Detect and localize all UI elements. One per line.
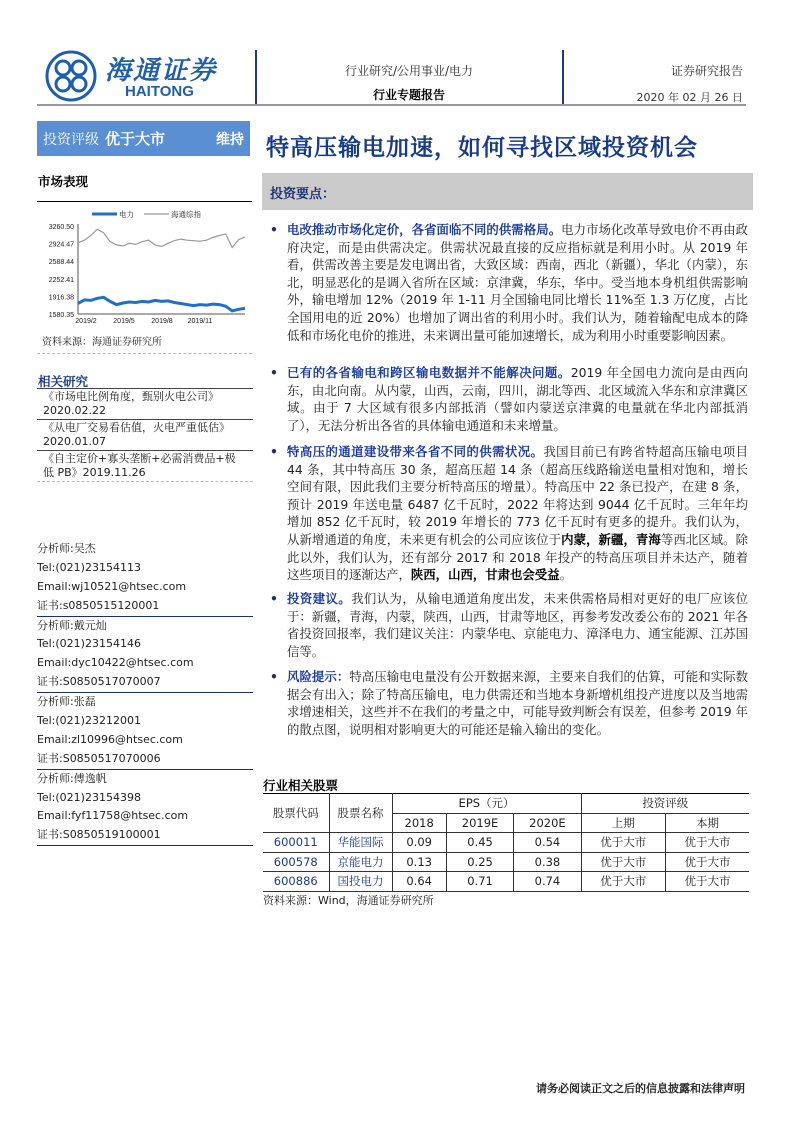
bullet-point: • 特高压的通道建设带来各省不同的供需状况。我国目前已有跨省特超高压输电项目 44 条，其中特高压 30 条，超高压超 14 条（超高压线路输送电量相对饱和，增长空间有限，因此我们主要分析特高压的增量）。特高压中 22 条已投产，在建 8 条，预计 2019 年送电量 6487 亿千瓦时，2022 年将达到 9044 亿千瓦时。三年年均增加 852 亿千瓦时，较 2019 年增长的 773 亿千瓦时有更多的提升。我们认为，从新增通道的角度，未来更有机会的公司应该位于内蒙，新疆，青海等西北区域。除此以外，我们认为，还有部分 2017 和 2018 年投产的特高压项目并未达产，随着这些项目的逐渐达产，陕西，山西，甘肃也会受益。 (270, 444, 749, 583)
analyst-card: 分析师:戴元灿 Tel:(021)23154146 Email:dyc10422@htsec.com 证书:S0850517070007 (37, 617, 253, 694)
rating-label: 投资评级 (43, 131, 99, 148)
bullet-point: • 风险提示：特高压输电电量没有公开数据来源，主要来自我们的估算，可能和实际数据会有出入；除了特高压输电，电力供需还和当地本身新增机组投产进度以及当地需求增速相关，这些并不在我们的考量之中，可能导致判断会有误差，但参考 2019 年的散点图，说明相对影响更大的可能还是输入输出的变化。 (270, 669, 749, 737)
market-heading: 市场表现 (38, 174, 89, 189)
x-tick-label: 2019/11 (187, 318, 213, 325)
y-tick-label: 3260.50 (48, 224, 74, 231)
y-tick-label: 2588.44 (48, 259, 74, 267)
table-row: 600886 国投电力 0.64 0.71 0.74 优于大市 优于大市 (263, 872, 749, 892)
logo-cn: 海通证券 (105, 56, 218, 86)
legend-label: 海通综指 (171, 210, 201, 219)
stocks-table: 股票代码 股票名称 EPS（元） 投资评级 2018 2019E 2020E 上期 本期 600011 华能国际 0.09 0.45 0.54 优于大市 优于大市 600578 京能电力 0.13 0.25 0.38 优于大市 优于大市 600886 国投电力 0.64 0.71 0.74 优于大市 优于大市 (263, 793, 749, 892)
logo-emblem-icon (45, 50, 97, 102)
page-title: 特高压输电加速，如何寻找区域投资机会 (266, 134, 698, 161)
y-tick-label: 1916.38 (48, 294, 74, 302)
table-row: 600578 京能电力 0.13 0.25 0.38 优于大市 优于大市 (263, 852, 749, 872)
key-points-heading: 投资要点： (262, 173, 753, 210)
report-category: 行业研究/公用事业/电力 (344, 64, 474, 78)
logo-en: HAITONG (125, 83, 194, 100)
market-chart (30, 204, 255, 329)
y-tick-label: 1580.35 (48, 312, 74, 319)
related-heading: 相关研究 (38, 374, 89, 389)
header-rule (37, 104, 746, 106)
bullet-point: • 电改推动市场化定价，各省面临不同的供需格局。电力市场化改革导致电价不再由政府决定，而是由供需决定。供需状况最直接的反应指标就是利用小时。从 2019 年看，供需改善主要是发电调出省，大致区域：西南，西北（新疆），华北（内蒙），东北，明显恶化的是调入省所在区域：京津冀，华东，华中。受当地本身机组供需影响外，输电增加 12%（2019 年 1-11 月全国输电同比增长 11%至 1.3 万亿度，占比全国用电的近 20%）也增加了调出省的利用小时。我们认为，随着输配电成本的降低和市场化电价的推进，未来调出量可能加速增长，成为利用小时重要影响因素。 (270, 222, 749, 343)
report-date: 2020 年 02 月 26 日 (636, 91, 743, 104)
table-source: 资料来源：Wind，海通证券研究所 (263, 894, 434, 907)
analyst-card: 分析师:傅逸帆 Tel:(021)23154398 Email:fyf11758@htsec.com 证书:S0850519100001 (37, 770, 253, 847)
related-item[interactable]: 《市场电比例角度，甄别火电公司》 2020.02.22 (37, 389, 253, 420)
related-item[interactable]: 《自主定价+寡头垄断+必需消费品+极 低 PB》2019.11.26 (37, 451, 253, 482)
series-line-1 (78, 229, 245, 247)
chart-source: 资料来源：海通证券研究所 (42, 337, 162, 348)
y-tick-label: 2924.47 (48, 241, 74, 249)
analyst-card: 分析师:吴杰 Tel:(021)23154113 Email:wj10521@htsec.com 证书:s0850515120001 (37, 540, 253, 617)
divider (562, 50, 564, 104)
doc-type: 证券研究报告 (670, 64, 743, 78)
footer-disclaimer: 请务必阅读正文之后的信息披露和法律声明 (536, 1082, 745, 1095)
analyst-card: 分析师:张磊 Tel:(021)23212001 Email:zl10996@htsec.com 证书:S0850517070006 (37, 693, 253, 770)
related-list (37, 388, 253, 482)
y-tick-label: 2252.41 (48, 276, 74, 284)
stocks-heading: 行业相关股票 (263, 778, 339, 793)
rating-status: 维持 (216, 131, 244, 148)
x-tick-label: 2019/2 (75, 318, 97, 325)
x-tick-label: 2019/5 (113, 318, 135, 325)
logo (45, 50, 235, 102)
legend-label: 电力 (119, 210, 134, 219)
analyst-list (37, 540, 253, 846)
divider (37, 201, 252, 202)
x-tick-label: 2019/8 (151, 318, 173, 325)
related-item[interactable]: 《从电厂交易看估值，火电严重低估》 2020.01.07 (37, 420, 253, 451)
rating-box (37, 121, 250, 156)
rating-value: 优于大市 (105, 130, 166, 148)
series-line-0 (78, 297, 245, 311)
bullet-point: • 投资建议。我们认为，从输电通道角度出发，未来供需格局相对更好的电厂应该位于：新疆，青海，内蒙，陕西，山西，甘肃等地区，再参考发改委公布的 2021 年各省投资回报率，我们建议关注：内蒙华电、京能电力、漳泽电力、通宝能源、江苏国信等。 (270, 591, 749, 659)
bullet-point: • 已有的各省输电和跨区输电数据并不能解决问题。2019 年全国电力流向是由西向东，由北向南。从内蒙，山西，云南，四川，湖北等西、北区域流入华东和京津冀区域。由于 7 大区域有很多内部抵消（譬如内蒙送京津冀的电量就在华北内部抵消了），无法分析出各省的具体输电通道和未来增量。 (270, 365, 748, 433)
divider (37, 353, 252, 354)
table-row: 600011 华能国际 0.09 0.45 0.54 优于大市 优于大市 (263, 833, 749, 853)
report-type: 行业专题报告 (372, 88, 445, 102)
